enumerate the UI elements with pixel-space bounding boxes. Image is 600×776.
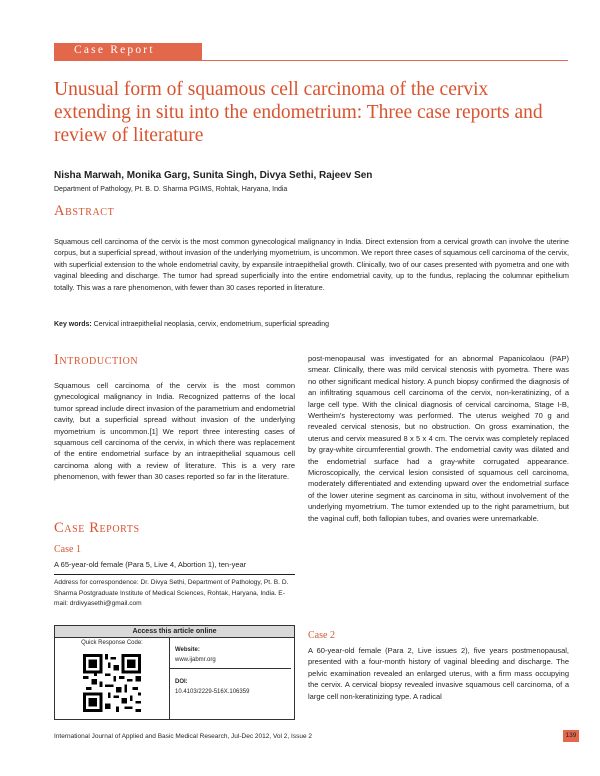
case1-continued-text: post-menopausal was investigated for an abnormal Papanicolaou (PAP) smear. Clinically, there was mild cervical stenosis with pyometra. There was no other significant medical history. A punch biopsy confirmed the diagnosis of an infiltrating squamous cell carcinoma of the cervix, non-keratinizing, of a large cell type. With the clinical diagnosis of cervical carcinoma, Stage I-B, Wertheim's hysterectomy was performed. The uterus weighed 70 g and revealed cervical stenosis, but no obstruction. On gross examination, the uterus and cervix measured 8 x 5 x 4 cm. The cervix was completely replaced by gray-white circumferential growth. The endometrial cavity was dilated and the endometrial surface had a gray-white corrugated appearance. Microscopically, the cervical lesion consisted of squamous cell carcinoma, moderately differentiated and extending upward over the endometrial surface of the lower uterine segment as carcinoma in situ, without involvement of the underlying myometrium. The tumor extended up to the right parametrium, but the vaginal cuff, both fallopian tubes, and ovaries were unremarkable.	[308, 354, 569, 523]
introduction-text: Squamous cell carcinoma of the cervix is the most common gynecological malignancy in India. Recognized patterns of the local tumor spread include direct invasion of the parametrium and endometrial cavity, but a superficial spread without invasion of the underlying myometrium is uncommon.[1] We report three interesting cases of squamous cell carcinoma of the cervix, in which there was replacement of the entire endometrial surface by an intraepithelial squamous cell carcinoma along with a review of literature. This is a very rare phenomenon, with fewer than 30 cases reported so far in the literature.	[54, 381, 295, 482]
header-rule	[202, 60, 568, 61]
doi-value[interactable]: 10.4103/2229-516X.106359	[175, 689, 250, 695]
keywords-label: Key words:	[54, 321, 92, 328]
page-number: 139	[563, 730, 579, 742]
article-links	[175, 638, 293, 695]
qr-label: Quick Response Code:	[81, 640, 143, 646]
case2-heading: Case 2	[308, 630, 335, 641]
article-title: Unusual form of squamous cell carcinoma of the cervix extending in situ into the endometrium: Three case reports and review of literature	[54, 79, 543, 146]
correspondence-address: Address for correspondence: Dr. Divya Sethi, Department of Pathology, Pt. B. D. Sharma Postgraduate Institute of Medical Sciences, Rohtak, Haryana, India. E-mail: drdivyasethi@gmail.com	[54, 579, 289, 608]
case-reports-heading: Case Reports	[54, 520, 140, 536]
article-type-label: Case Report	[74, 44, 155, 56]
links-divider	[170, 668, 291, 669]
website-label: Website:	[175, 647, 200, 653]
case1-heading: Case 1	[54, 544, 81, 555]
qr-panel	[55, 638, 170, 719]
website-link[interactable]: www.ijabmr.org	[175, 657, 216, 663]
footnote-rule	[54, 574, 295, 575]
doi-label: DOI:	[175, 679, 188, 685]
qr-code-icon	[83, 654, 141, 712]
keywords	[54, 321, 329, 328]
abstract-text: Squamous cell carcinoma of the cervix is the most common gynecological malignancy in India. Direct extension from a cervical growth can involve the uterine corpus, but a superficial spread, without invasion of the underlying myometrium, is uncommon. We report three cases of squamous cell carcinoma of the cervix, with superficial extension to the whole endometrial cavity, by expansile intraepithelial growth. Clinically, two of our cases presented with pyometra and one with vaginal bleeding and discharge. The tumor had spread superficially into the entire endometrial cavity, up to the fundus, replacing the columnar epithelium totally. This was a rare phenomenon, with fewer than 30 cases reported in literature.	[54, 237, 569, 292]
journal-footer: International Journal of Applied and Basic Medical Research, Jul-Dec 2012, Vol 2, Issue 2	[54, 733, 312, 740]
author-list: Nisha Marwah, Monika Garg, Sunita Singh, Divya Sethi, Rajeev Sen	[54, 170, 373, 181]
abstract-heading: Abstract	[54, 203, 115, 219]
access-box-title: Access this article online	[55, 626, 294, 638]
case1-text: A 65-year-old female (Para 5, Live 4, Abortion 1), ten-year	[54, 560, 247, 569]
introduction-heading: Introduction	[54, 352, 139, 368]
author-affiliation: Department of Pathology, Pt. B. D. Sharma PGIMS, Rohtak, Haryana, India	[54, 186, 288, 193]
case2-text: A 60-year-old female (Para 2, Live issues 2), five years postmenopausal, presented with a four-month history of vaginal bleeding and discharge. The pelvic examination revealed an enlarged uterus, with a firm mass occupying the cervix. A cervical biopsy revealed invasive squamous cell carcinoma, of a large cell non-keratinizing type. A radical	[308, 646, 569, 701]
keywords-text: Cervical intraepithelial neoplasia, cervix, endometrium, superficial spreading	[91, 321, 330, 328]
access-article-box	[54, 625, 295, 720]
